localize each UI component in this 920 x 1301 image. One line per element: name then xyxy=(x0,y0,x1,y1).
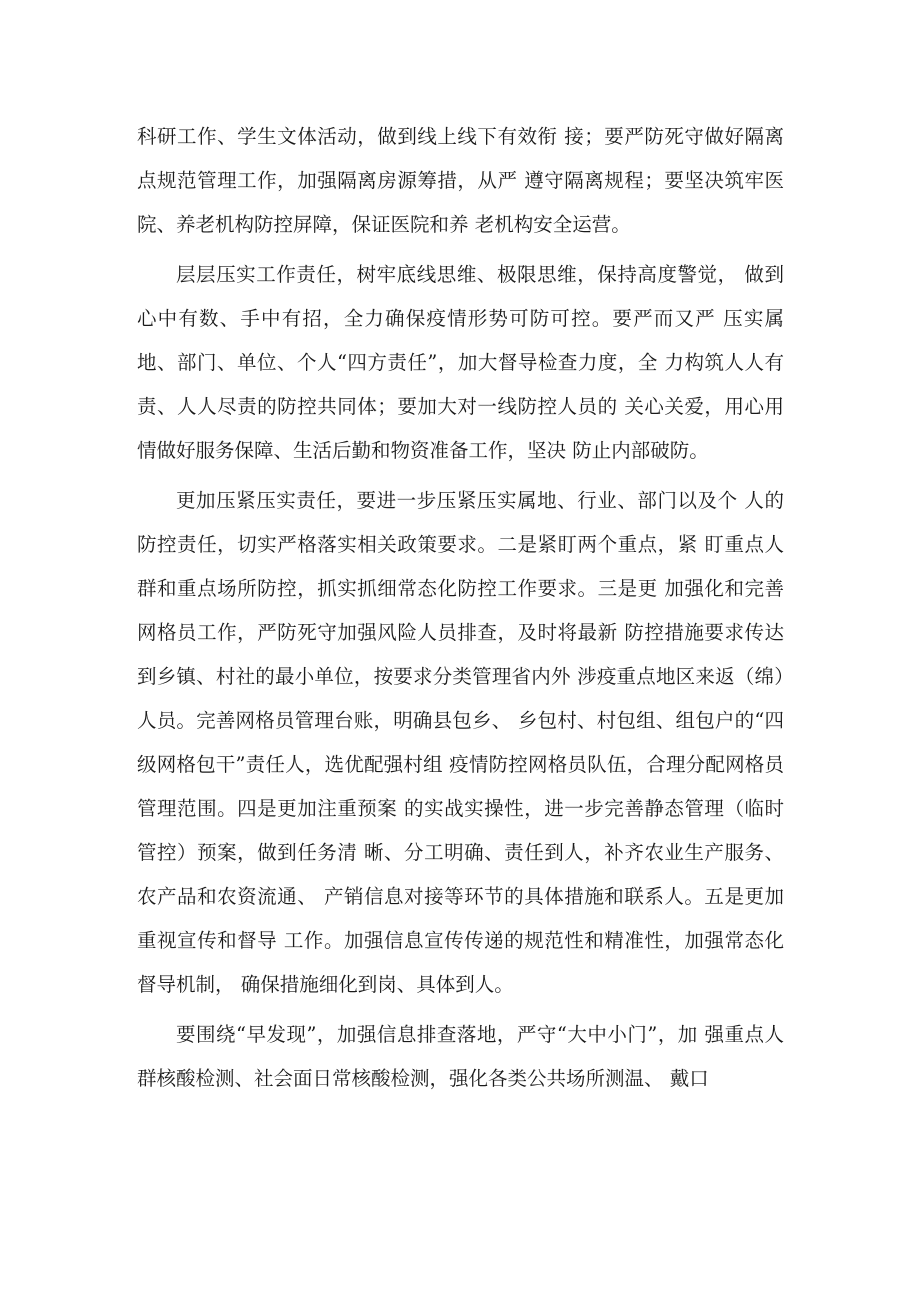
paragraph-3: 更加压紧压实责任，要进一步压紧压实属地、行业、部门以及个 人的防控责任，切实严格落实相关政策要求。二是紧盯两个重点，紧 盯重点人群和重点场所防控，抓实抓细常态化防控工作要求。三是更 加强化和完善网格员工作，严防死守加强风险人员排查，及时将最新 防控措施要求传达到乡镇、村社的最小单位，按要求分类管理省内外 涉疫重点地区来返（绵）人员。完善网格员管理台账，明确县包乡、 乡包村、村包组、组包户的“四级网格包干”责任人，选优配强村组 疫情防控网格员队伍，合理分配网格员管理范围。四是更加注重预案 的实战实操性，进一步完善静态管理（临时管控）预案，做到任务清 晰、分工明确、责任到人，补齐农业生产服务、农产品和农资流通、 产销信息对接等环节的具体措施和联系人。五是更加重视宣传和督导 工作。加强信息宣传传递的规范性和精准性，加强常态化督导机制， 确保措施细化到岗、具体到人。 xyxy=(137,489,784,996)
paragraph-2: 层层压实工作责任，树牢底线思维、极限思维，保持高度警觉， 做到心中有数、手中有招，全力确保疫情形势可防可控。要严而又严 压实属地、部门、单位、个人“四方责任”，加大督导检查力度，全 力构筑人人有责、人人尽责的防控共同体；要加大对一线防控人员的 关心关爱，用心用情做好服务保障、生活后勤和物资准备工作，坚决 防止内部破防。 xyxy=(137,263,784,462)
paragraph-4: 要围绕“早发现”，加强信息排查落地，严守“大中小门”，加 强重点人群核酸检测、社会面日常核酸检测，强化各类公共场所测温、 戴口 xyxy=(137,1023,784,1090)
paragraph-1: 科研工作、学生文体活动，做到线上线下有效衔 接；要严防死守做好隔离点规范管理工作，加强隔离房源筹措，从严 遵守隔离规程；要坚决筑牢医院、养老机构防控屏障，保证医院和养 老机构安全运营。 xyxy=(137,125,784,236)
